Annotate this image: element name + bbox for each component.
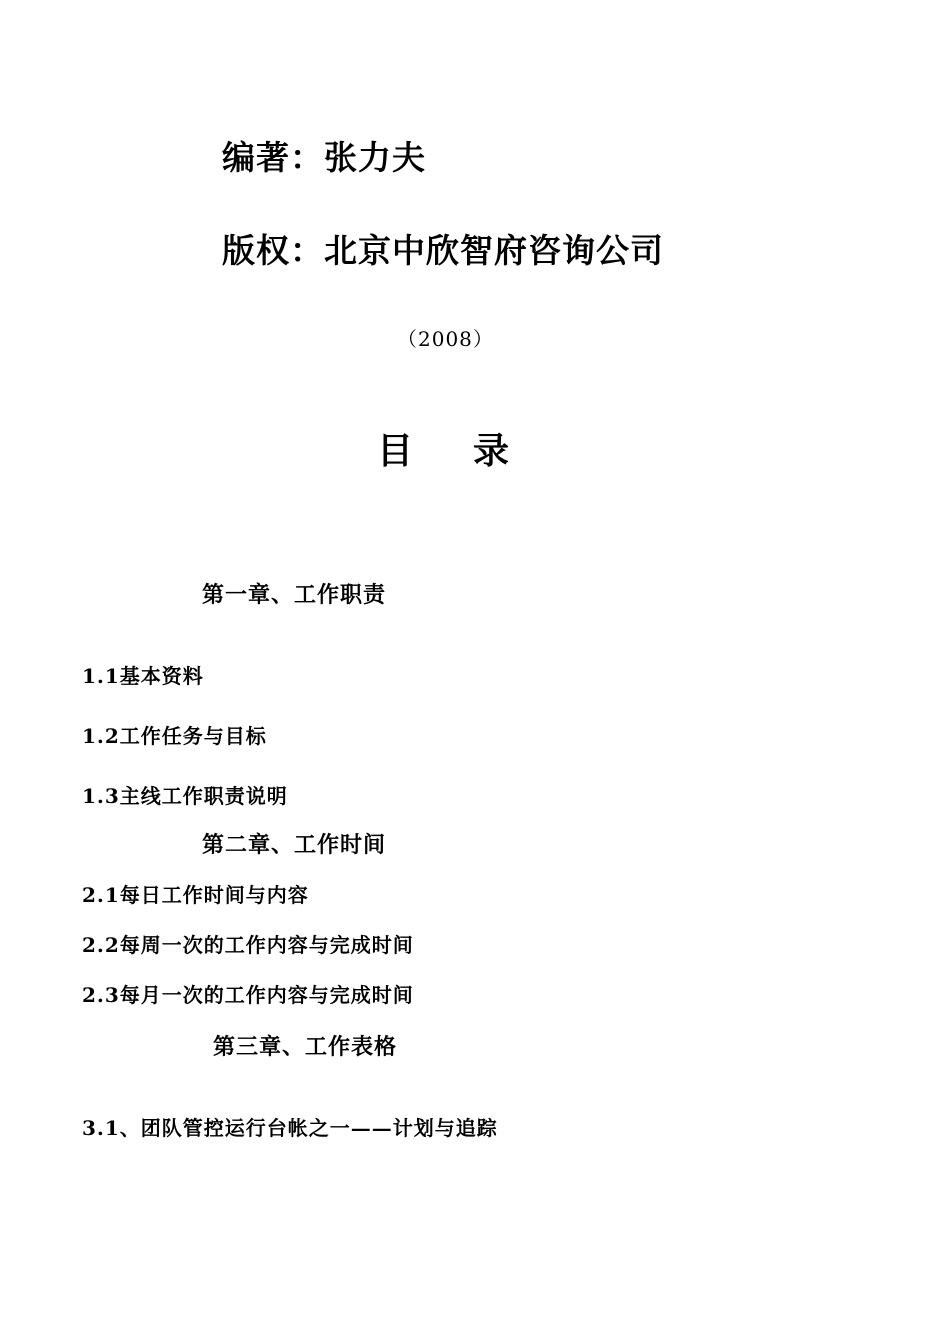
year-line: （2008）: [397, 327, 494, 351]
toc-item-1-1: 1.1基本资料: [82, 664, 204, 688]
toc-chapter-2: 第二章、工作时间: [202, 832, 387, 858]
toc-item-1-2: 1.2工作任务与目标: [82, 724, 267, 748]
author-line: 编著：张力夫: [222, 138, 426, 177]
toc-chapter-1: 第一章、工作职责: [202, 582, 387, 608]
toc-title: 目录: [377, 430, 570, 472]
toc-item-2-1: 2.1每日工作时间与内容: [82, 883, 309, 907]
copyright-line: 版权：北京中欣智府咨询公司: [222, 231, 664, 270]
toc-item-2-2: 2.2每周一次的工作内容与完成时间: [82, 933, 414, 957]
toc-item-2-3: 2.3每月一次的工作内容与完成时间: [82, 983, 414, 1007]
toc-item-1-3: 1.3主线工作职责说明: [82, 784, 288, 808]
toc-item-3-1: 3.1、团队管控运行台帐之一——计划与追踪: [82, 1116, 498, 1140]
toc-chapter-3: 第三章、工作表格: [213, 1034, 398, 1060]
